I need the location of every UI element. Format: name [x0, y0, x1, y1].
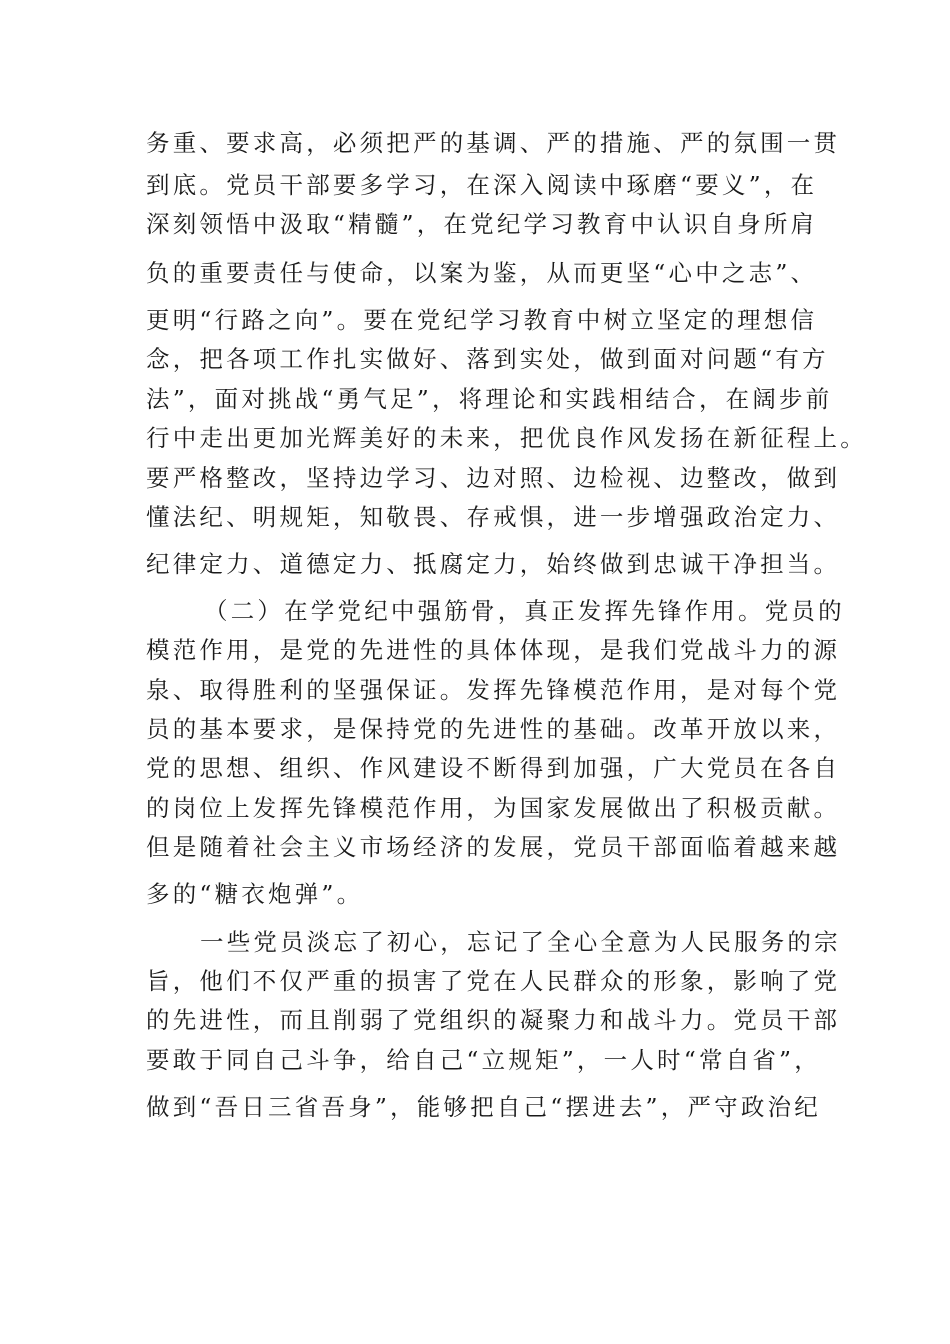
- text-line: 念，把各项工作扎实做好、落到实处，做到面对问题“有方: [146, 345, 829, 373]
- text-line: 法”，面对挑战“勇气足”，将理论和实践相结合，在阔步前: [146, 385, 833, 413]
- text-line: 但是随着社会主义市场经济的发展，党员干部面临着越来越: [146, 833, 841, 861]
- text-line: 泉、取得胜利的坚强保证。发挥先锋模范作用，是对每个党: [146, 676, 841, 704]
- paragraph-start-line: 一些党员淡忘了初心，忘记了全心全意为人民服务的宗: [200, 928, 841, 956]
- text-line: 要严格整改，坚持边学习、边对照、边检视、边整改，做到: [146, 464, 841, 492]
- text-line: 务重、要求高，必须把严的基调、严的措施、严的氛围一贯: [146, 129, 841, 157]
- text-line: 行中走出更加光辉美好的未来，把优良作风发扬在新征程上。: [146, 424, 867, 452]
- text-line: 纪律定力、道德定力、抵腐定力，始终做到忠诚干净担当。: [146, 550, 841, 578]
- text-line: 多的“糖衣炮弹”。: [146, 880, 364, 908]
- text-line: 旨，他们不仅严重的损害了党在人民群众的形象，影响了党: [146, 967, 841, 995]
- text-line: 到底。党员干部要多学习，在深入阅读中琢磨“要义”，在: [146, 171, 818, 199]
- text-line: 懂法纪、明规矩，知敬畏、存戒惧，进一步增强政治定力、: [146, 503, 841, 531]
- text-line: 的岗位上发挥先锋模范作用，为国家发展做出了积极贡献。: [146, 794, 841, 822]
- text-line: 员的基本要求，是保持党的先进性的基础。改革开放以来，: [146, 715, 841, 743]
- text-line: 做到“吾日三省吾身”，能够把自己“摆进去”，严守政治纪: [146, 1093, 821, 1121]
- text-line: 模范作用，是党的先进性的具体体现，是我们党战斗力的源: [146, 636, 841, 664]
- section-heading-line: （二）在学党纪中强筋骨，真正发挥先锋作用。党员的: [204, 597, 845, 625]
- text-line: 负的重要责任与使命，以案为鉴，从而更坚“心中之志”、: [146, 259, 818, 287]
- text-line: 的先进性，而且削弱了党组织的凝聚力和战斗力。党员干部: [146, 1006, 841, 1034]
- text-line: 深刻领悟中汲取“精髓”，在党纪学习教育中认识自身所肩: [146, 210, 818, 238]
- text-line: 党的思想、组织、作风建设不断得到加强，广大党员在各自: [146, 754, 841, 782]
- text-line: 要敢于同自己斗争，给自己“立规矩”，一人时“常自省”，: [146, 1046, 821, 1074]
- text-line: 更明“行路之向”。要在党纪学习教育中树立坚定的理想信: [146, 306, 818, 334]
